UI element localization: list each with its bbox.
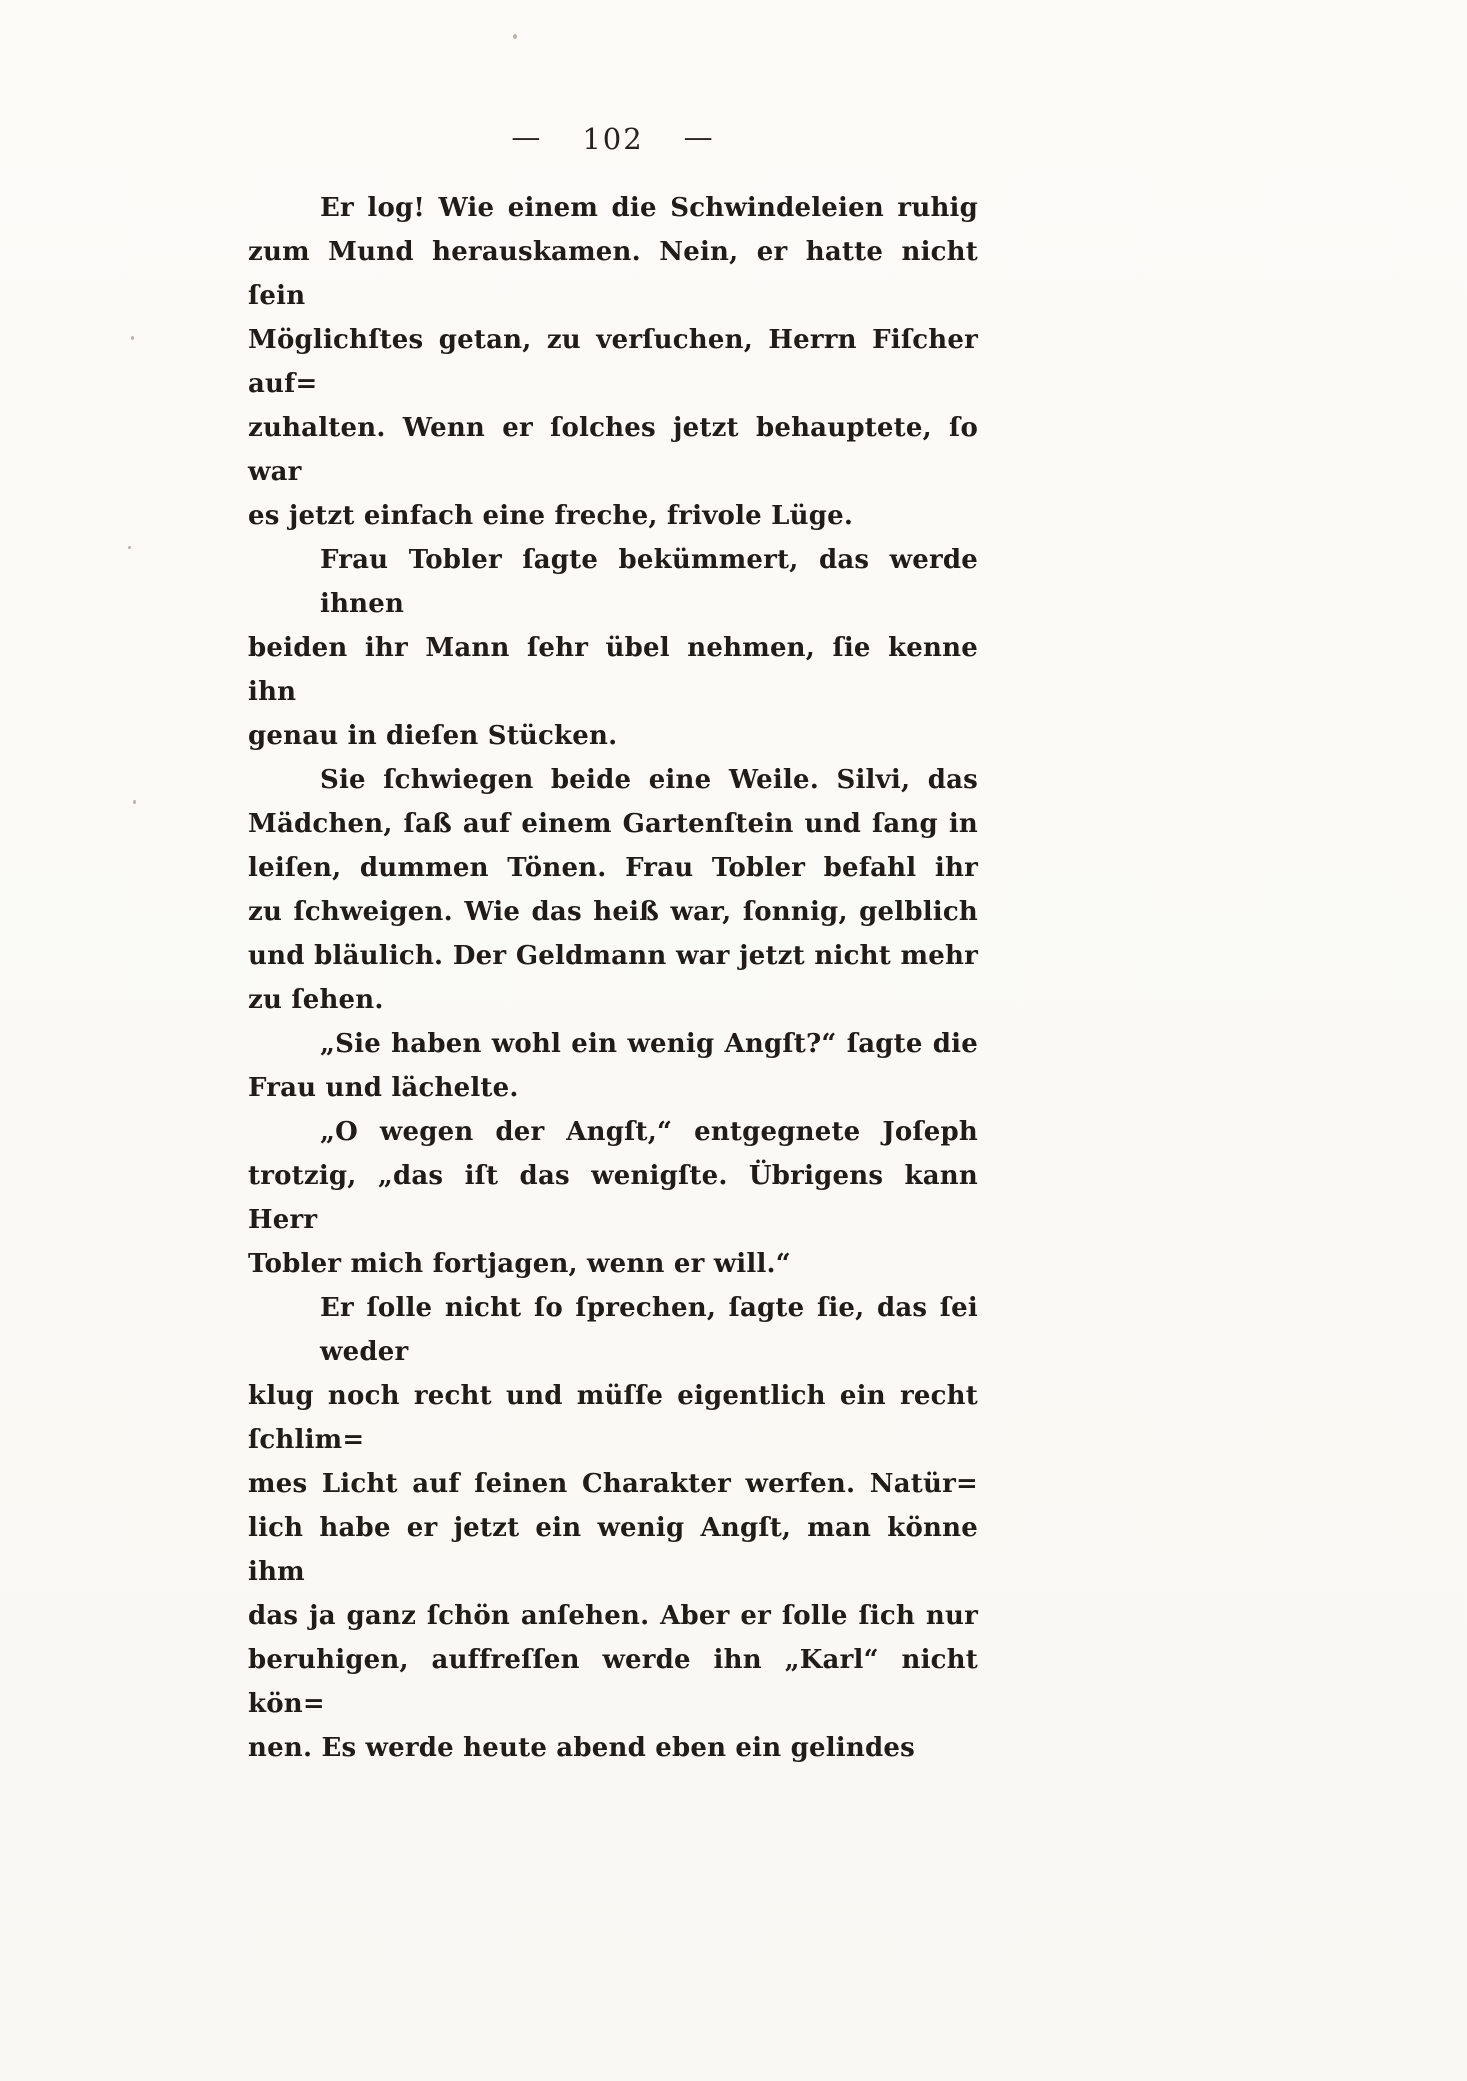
scan-speck [128,546,131,549]
text-line: Er ſolle nicht ſo ſprechen, ſagte ſie, das ſei weder [320,1293,978,1367]
text-line: leiſen, dummen Tönen. Frau Tobler befahl ihr [248,853,978,883]
text-line: zu ſchweigen. Wie das heiß war, ſonnig, gelblich [248,897,978,927]
text-line: Frau Tobler ſagte bekümmert, das werde ihnen [320,545,978,619]
page-header [248,122,978,156]
text-line: zum Mund herauskamen. Nein, er hatte nicht ſein [248,237,978,311]
scan-speck [513,34,517,39]
text-line: es jetzt einfach eine freche, frivole Lüge. [248,501,854,531]
text-line: mes Licht auf ſeinen Charakter werfen. Natür= [248,1469,978,1499]
text-line: lich habe er jetzt ein wenig Angſt, man könne ihm [248,1513,978,1587]
text-line: beruhigen, auffreſſen werde ihn „Karl“ nicht kön= [248,1645,978,1719]
body-text [248,186,978,1770]
text-line: genau in dieſen Stücken. [248,721,618,751]
text-line: beiden ihr Mann ſehr übel nehmen, ſie kenne ihn [248,633,978,707]
page-number-dash-left: — [511,120,543,154]
text-line: Möglichſtes getan, zu verſuchen, Herrn Fiſcher auf= [248,325,978,399]
text-line: das ja ganz ſchön anſehen. Aber er ſolle ſich nur [248,1601,978,1631]
scan-speck [131,336,134,340]
text-line: „Sie haben wohl ein wenig Angſt?“ ſagte die [320,1029,978,1059]
text-line: Mädchen, ſaß auf einem Gartenſtein und ſang in [248,809,978,839]
text-line: zuhalten. Wenn er ſolches jetzt behauptete, ſo war [248,413,978,487]
paragraph [248,1286,978,1770]
paragraph [248,1110,978,1286]
text-line: klug noch recht und müſſe eigentlich ein recht ſchlim= [248,1381,978,1455]
text-line: und bläulich. Der Geldmann war jetzt nicht mehr [248,941,978,971]
paragraph [248,1022,978,1110]
page-content [248,122,978,1770]
paragraph [248,538,978,758]
text-line: nen. Es werde heute abend eben ein gelindes [248,1733,915,1763]
text-line: zu ſehen. [248,985,384,1015]
text-line: „O wegen der Angſt,“ entgegnete Joſeph [320,1117,978,1147]
text-line: Er log! Wie einem die Schwindeleien ruhig [320,193,978,223]
page-number-dash-right: — [683,120,715,154]
text-line: Sie ſchwiegen beide eine Weile. Silvi, das [320,765,978,795]
paragraph [248,758,978,1022]
scan-speck [133,800,136,804]
page-number: 102 [582,122,644,156]
text-line: Tobler mich fortjagen, wenn er will.“ [248,1249,791,1279]
text-line: trotzig, „das iſt das wenigſte. Übrigens kann Herr [248,1161,978,1235]
text-line: Frau und lächelte. [248,1073,519,1103]
paragraph [248,186,978,538]
